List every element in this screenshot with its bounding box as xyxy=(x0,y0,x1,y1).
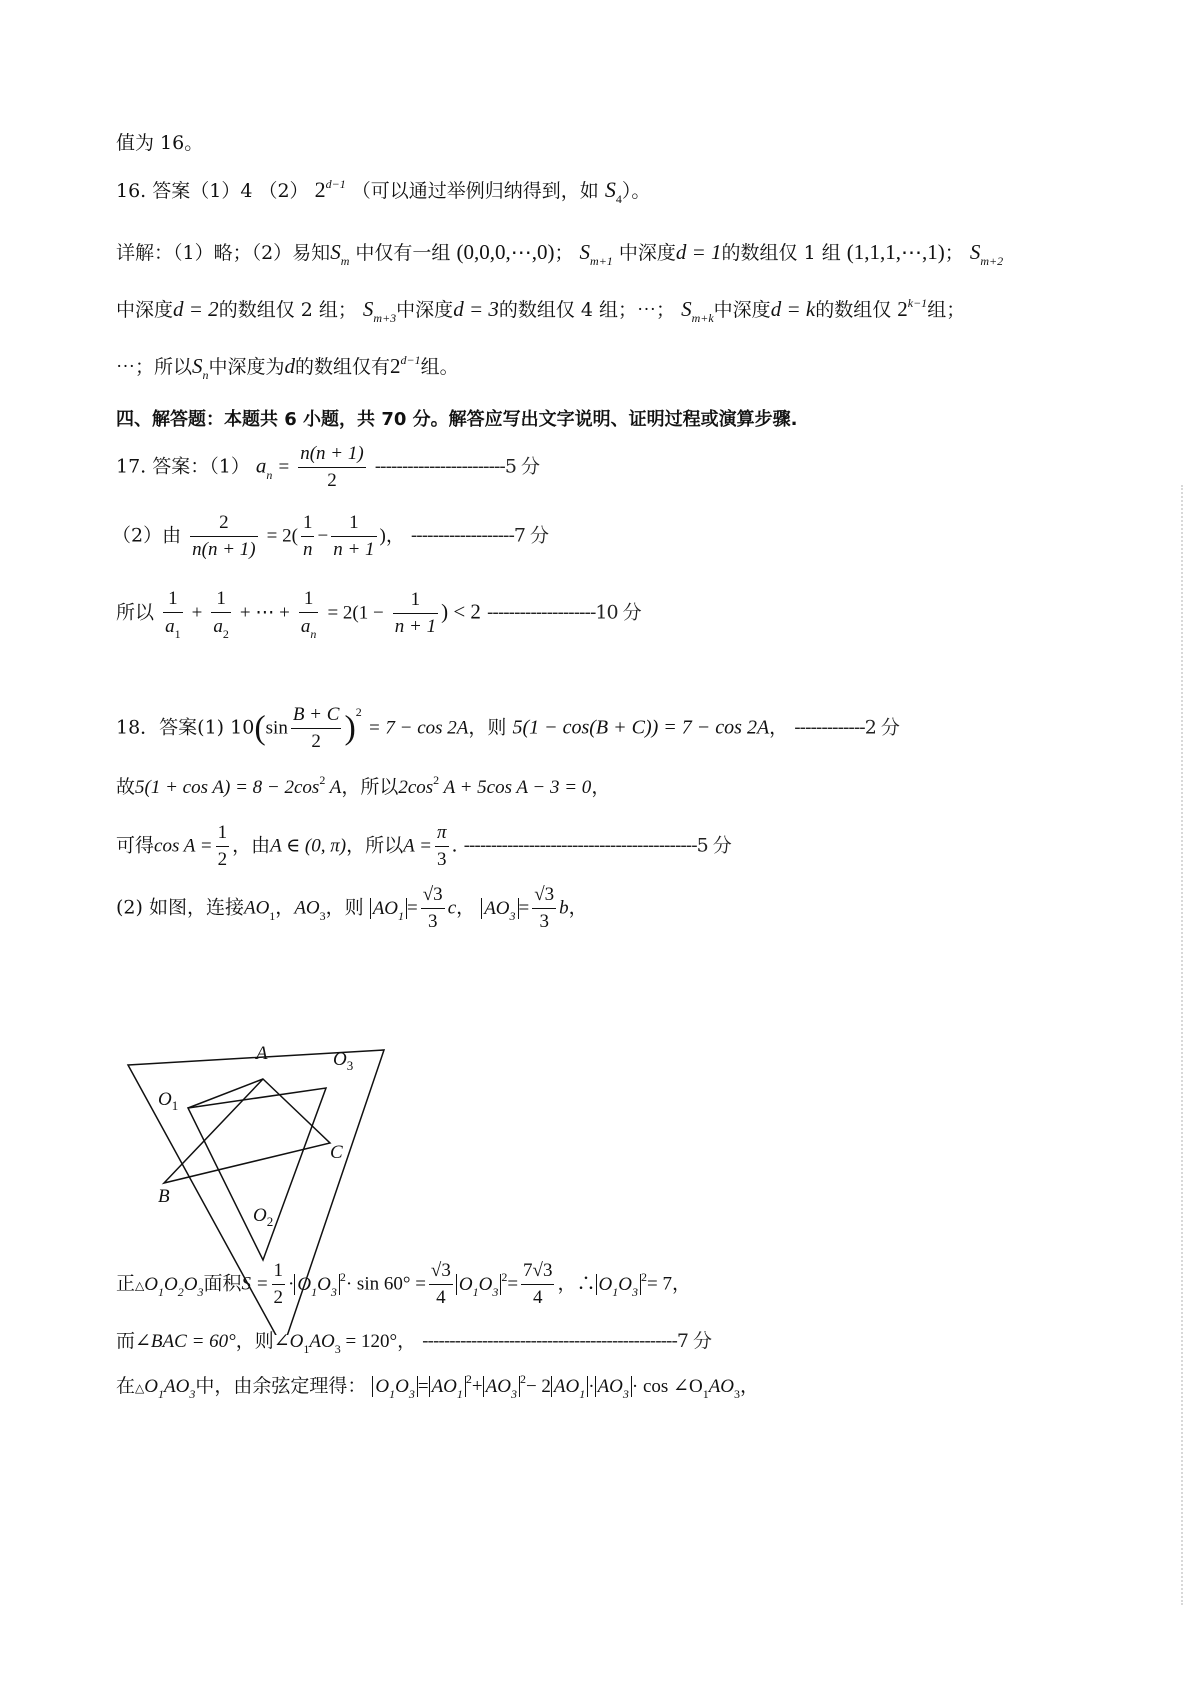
area-label: 面积 xyxy=(203,1272,242,1295)
segment-ao1 xyxy=(188,1079,263,1108)
numerator: √3 xyxy=(532,882,556,909)
pow-base: 2 xyxy=(897,297,908,321)
fraction-half xyxy=(216,820,230,873)
abs-ao3 xyxy=(481,897,518,923)
abs-o1o3: $O_1O_3$ xyxy=(456,1274,501,1295)
detail-text: 的数组仅 xyxy=(815,299,892,321)
sm1-sub: m+1 xyxy=(590,254,613,268)
plus: + xyxy=(471,1376,483,1397)
score-marker: -----------------------------------------------7 分 xyxy=(422,1330,712,1352)
numerator: √3 xyxy=(429,1258,453,1285)
triangle-abc xyxy=(164,1079,330,1183)
q16-note: （可以通过举例归纳得到，如 xyxy=(351,180,599,202)
sin60: · sin 60° = xyxy=(345,1273,426,1295)
q18b-head: 故 xyxy=(116,776,136,798)
fraction-root3-over-3 xyxy=(421,882,445,935)
fraction-root3-over-3 xyxy=(532,882,556,935)
denominator: 4 xyxy=(436,1287,446,1308)
ao1-sub: 1 xyxy=(398,908,405,923)
fraction-1-over-n1 xyxy=(331,510,376,563)
q17-part3 xyxy=(116,586,641,641)
detail-text: 中深度为 xyxy=(208,356,285,378)
q16-base: 2 xyxy=(314,177,326,202)
abs-o1o3: $O_1O_3$ xyxy=(596,1274,641,1295)
sm2-sub: m+2 xyxy=(980,254,1004,268)
denominator: n(n + 1) xyxy=(192,539,256,560)
abs-ao3: $AO_3$ xyxy=(483,1376,520,1397)
numerator: 1 xyxy=(299,586,319,613)
ao1-symbol: AO xyxy=(243,897,270,919)
fraction-pi-over-3 xyxy=(435,820,449,873)
label-O2: $O_2$ xyxy=(253,1205,274,1229)
depth-eq-k: d = k xyxy=(770,297,816,321)
equation-3: 5(1 + cos A) = 8 − 2cos xyxy=(135,777,320,798)
left-paren: ( xyxy=(254,709,266,747)
denominator: 3 xyxy=(436,849,447,870)
ellipsis: + ⋯ + xyxy=(239,602,290,624)
denominator: n + 1 xyxy=(394,616,437,637)
score-marker: -------------2 分 xyxy=(794,716,899,739)
close-paren: )， xyxy=(379,525,405,547)
comma: ， xyxy=(568,896,588,919)
triangle-o1o2o3 xyxy=(188,1088,326,1260)
numerator: 1 xyxy=(163,586,183,613)
equation-4b: A + 5cos A − 3 = 0 xyxy=(439,777,592,798)
q17-head: 17. 答案：（1） xyxy=(116,455,250,478)
q16-tail: ）。 xyxy=(621,180,651,202)
equals: = xyxy=(417,1376,429,1397)
detail-text: 中深度 xyxy=(116,299,174,321)
tuple-zero: (0,0,0,⋯,0) xyxy=(456,240,555,264)
numerator: 1 xyxy=(331,510,376,537)
line-intro xyxy=(116,131,203,155)
an-symbol: a xyxy=(300,616,311,637)
abs-ao1: $AO_1$ xyxy=(551,1376,588,1397)
ao-symbol: AO xyxy=(708,1376,735,1397)
comma: ， xyxy=(275,896,295,919)
q18-mid: ，则 xyxy=(468,716,507,739)
fraction-2-over-n xyxy=(190,510,257,563)
fraction-1-over-n xyxy=(301,510,315,563)
angle-o1ao3: ∠O xyxy=(273,1331,304,1352)
connector: ，则 xyxy=(325,896,364,919)
cosine-head: 在 xyxy=(116,1375,136,1397)
margin-dotted-line xyxy=(1181,485,1183,1605)
comma: ， xyxy=(740,1375,760,1397)
numerator: 7√3 xyxy=(521,1258,554,1285)
numerator: √3 xyxy=(421,882,445,909)
abs-ao1: $AO_1$ xyxy=(429,1376,466,1397)
pow-exp: d−1 xyxy=(400,353,421,367)
fraction-half xyxy=(272,1258,286,1311)
equals: = xyxy=(507,1273,519,1295)
q16-exp: d−1 xyxy=(325,177,346,191)
q18-angle-line: 而∠BAC = 60°，则$\angle O_1AO_3 = 120^\circ$， -----------------------------------------------7 分 xyxy=(116,1330,712,1356)
minus: − xyxy=(317,525,329,547)
detail-text: 组。 xyxy=(420,356,459,378)
abs-ao1 xyxy=(370,897,407,923)
score-marker: -------------------7 分 xyxy=(410,524,548,547)
abs-ao3: $AO_3$ xyxy=(595,1376,632,1397)
denominator: 2 xyxy=(217,849,228,870)
sm3-sub: m+3 xyxy=(373,311,397,325)
equals: = xyxy=(278,456,290,478)
a2-symbol: a xyxy=(213,616,223,637)
an-fraction xyxy=(298,441,365,494)
q18d-head: (2) 如图，连接 xyxy=(116,896,244,919)
a2-sub: 2 xyxy=(222,627,229,641)
ao1-sub: 1 xyxy=(269,908,276,923)
numerator: B + C xyxy=(291,702,342,729)
sin-fn: sin xyxy=(265,717,288,739)
numerator: π xyxy=(435,820,449,847)
a1-symbol: a xyxy=(165,616,175,637)
smk-symbol: S xyxy=(681,297,692,321)
detail-text: 的数组仅 4 组；⋯； xyxy=(498,299,676,321)
q16-detail-line3 xyxy=(116,354,459,381)
label-O3: $O_3$ xyxy=(333,1049,354,1073)
inequality: ) < 2 xyxy=(441,599,481,624)
abs-o1o3: $O_1O_3$ xyxy=(372,1376,417,1397)
detail-text: ⋯；所以 xyxy=(116,356,193,378)
angle-value: = 120° xyxy=(340,1331,398,1352)
ao1-symbol: AO xyxy=(372,897,399,919)
square: 2 xyxy=(319,773,326,787)
denominator: 3 xyxy=(539,911,549,932)
q18-head: 18．答案(1) 10 xyxy=(116,716,255,739)
minus-two: − 2 xyxy=(525,1376,551,1397)
ao3-sub: 3 xyxy=(509,908,516,923)
numerator: 1 xyxy=(301,510,315,537)
denominator: 2 xyxy=(327,470,337,491)
q18-area-line xyxy=(116,1258,691,1311)
depth-d: d xyxy=(284,354,296,378)
detail-text: 中深度 xyxy=(396,299,454,321)
fraction-b-plus-c xyxy=(291,702,342,755)
dot: · xyxy=(288,1273,295,1295)
plus: + xyxy=(191,602,203,624)
numerator: 1 xyxy=(216,820,230,847)
side-b: b xyxy=(559,897,569,919)
square: 2 xyxy=(355,704,362,719)
pow-base: 2 xyxy=(390,354,401,378)
side-c: c xyxy=(447,897,457,919)
detail-label: 详解：（1）略；（2）易知 xyxy=(116,242,331,264)
an-sub: n xyxy=(310,627,317,641)
q18-line2 xyxy=(116,775,610,801)
q16-detail-line1 xyxy=(116,240,1003,267)
angle-o1ao3-b: AO xyxy=(309,1331,335,1352)
fraction-1-over-a1 xyxy=(163,586,183,641)
comma: ， xyxy=(769,716,789,739)
numerator: 1 xyxy=(393,587,438,614)
q17-part2 xyxy=(112,510,548,563)
sm3-symbol: S xyxy=(362,297,374,321)
triangle-symbol: △ xyxy=(135,1278,145,1293)
sm-symbol: S xyxy=(330,240,341,264)
label-B: B xyxy=(158,1186,170,1207)
q16-detail-line2 xyxy=(116,297,965,324)
smk-sub: m+k xyxy=(691,311,714,325)
fraction-root3-over-4 xyxy=(429,1258,453,1311)
equals: = 2( xyxy=(266,525,298,547)
sm2-symbol: S xyxy=(969,240,981,264)
area-head: 正 xyxy=(116,1272,136,1295)
a-eq: A = xyxy=(403,835,432,857)
score-marker: --------------------10 分 xyxy=(486,601,641,624)
q17b-head: （2）由 xyxy=(112,524,182,547)
detail-text: 组； xyxy=(927,299,966,321)
cos-angle: · cos ∠O xyxy=(631,1376,703,1397)
pow-exp: k−1 xyxy=(907,296,928,310)
ao3-symbol: AO xyxy=(294,897,320,919)
numerator: 1 xyxy=(272,1258,286,1285)
fraction-1-over-n1 xyxy=(393,587,438,640)
numerator: n(n + 1) xyxy=(298,441,365,468)
sm-sub: m xyxy=(340,254,350,268)
fraction-7root3-over-4 xyxy=(521,1258,554,1311)
q17-part1 xyxy=(116,441,539,494)
detail-text: 中深度 xyxy=(713,299,771,321)
connector: ，由 xyxy=(232,834,271,857)
equation-2: 5(1 − cos(B + C)) = 7 − cos 2A xyxy=(512,716,770,739)
label-C: C xyxy=(330,1142,343,1163)
section-4-heading: 四、解答题：本题共 6 小题，共 70 分。解答应写出文字说明、证明过程或演算步骤. xyxy=(116,409,798,430)
intro-text: 值为 16。 xyxy=(116,132,204,154)
eq-seven: = 7 xyxy=(646,1273,672,1295)
sm1-symbol: S xyxy=(579,240,591,264)
right-paren: ) xyxy=(344,709,356,747)
connector: ，所以 xyxy=(346,834,404,857)
domain: A ∈ (0, π) xyxy=(270,835,347,857)
label-A: A xyxy=(256,1045,268,1064)
q16-head: 16. 答案（1）4 （2） xyxy=(116,180,309,202)
square: 2 xyxy=(339,1269,346,1284)
a1-sub: 1 xyxy=(174,627,181,641)
score-marker: ------------------------5 分 xyxy=(374,455,539,478)
q17c-head: 所以 xyxy=(116,601,155,624)
square: 2 xyxy=(433,773,440,787)
period: . xyxy=(451,834,458,857)
denominator: 3 xyxy=(427,911,438,932)
denominator: n + 1 xyxy=(333,539,375,560)
depth-eq-1: d = 1 xyxy=(675,240,722,264)
o1ao3: $O_1AO_3$ xyxy=(144,1376,196,1401)
denominator: 2 xyxy=(311,731,321,752)
comma: ， xyxy=(671,1272,691,1295)
semicolon: ； xyxy=(944,242,964,264)
denominator: 4 xyxy=(533,1287,543,1308)
numerator: 2 xyxy=(190,510,257,537)
square: 2 xyxy=(640,1269,647,1284)
comma: ， xyxy=(456,896,476,919)
comma: ， xyxy=(397,1330,417,1352)
numerator: 1 xyxy=(211,586,231,613)
comma: ， xyxy=(591,776,611,798)
equation-4: 2cos xyxy=(398,777,434,798)
connector: ，所以 xyxy=(341,776,399,798)
depth-eq-2: d = 2 xyxy=(173,297,219,321)
cos-eq: cos A = xyxy=(154,835,213,857)
abs-o1o3: $O_1O_3$ xyxy=(294,1274,339,1295)
comma: ， xyxy=(557,1272,577,1295)
denominator: n xyxy=(302,539,313,560)
fraction-1-over-an xyxy=(299,586,319,641)
q18-part2: (2) 如图，连接$AO_1$，$AO_3$，则 $AO_1$ = $\frac{√3}{3}$ c， $AO_3$ = $\frac{√3}{3}$ b， xyxy=(116,882,588,935)
ao3-sub: 3 xyxy=(319,908,326,923)
o1o2o3: $O_1O_2O_3$ xyxy=(144,1273,204,1299)
detail-text: 的数组仅 1 组 xyxy=(721,242,841,264)
score-marker: -------------------------------------------5 分 xyxy=(463,834,731,857)
detail-text: 的数组仅 2 组； xyxy=(218,299,357,321)
denominator: 2 xyxy=(273,1287,284,1308)
equation-3b: A xyxy=(325,777,342,798)
q18-cosine-line: 在$\triangle O_1AO_3$中，由余弦定理得： $O_1O_3 = AO_1^2+ AO_3^2- 2$ $AO_1 \cdot AO_3 \cdot \cos$ $\angle O_1AO_3$， xyxy=(116,1372,760,1401)
detail-text: 中深度 xyxy=(618,242,676,264)
equation-rhs: = 7 − cos 2A xyxy=(367,717,469,739)
equals: = 2(1 − xyxy=(327,602,384,624)
therefore-symbol: ∴ xyxy=(576,1272,596,1295)
q18-part1 xyxy=(116,702,899,755)
square: 2 xyxy=(501,1269,508,1284)
tuple-one: (1,1,1,⋯,1) xyxy=(846,240,945,264)
q18c-head: 可得 xyxy=(116,834,155,857)
an-symbol: a xyxy=(255,453,267,478)
sn-symbol: S xyxy=(192,354,203,378)
q18-line3 xyxy=(116,820,731,873)
ao3-symbol: AO xyxy=(484,897,510,919)
q16-s-sub: 4 xyxy=(615,192,622,206)
detail-text: 中仅有一组 xyxy=(355,242,451,264)
q16-s: S xyxy=(604,177,616,202)
fraction-1-over-a2 xyxy=(211,586,231,641)
detail-text: 的数组仅有 xyxy=(295,356,391,378)
semicolon: ； xyxy=(554,242,574,264)
q16-answer xyxy=(116,178,650,205)
an-sub: n xyxy=(266,467,273,482)
cosine-text: 中，由余弦定理得： xyxy=(195,1375,367,1397)
angle-head: 而 xyxy=(116,1330,136,1352)
depth-eq-3: d = 3 xyxy=(453,297,499,321)
sn-sub: n xyxy=(202,368,209,382)
label-O1: $O_1$ xyxy=(158,1089,179,1113)
s-eq: S = xyxy=(241,1273,269,1295)
connector: ，则 xyxy=(235,1330,274,1352)
angle-bac: ∠BAC = 60° xyxy=(135,1331,236,1352)
